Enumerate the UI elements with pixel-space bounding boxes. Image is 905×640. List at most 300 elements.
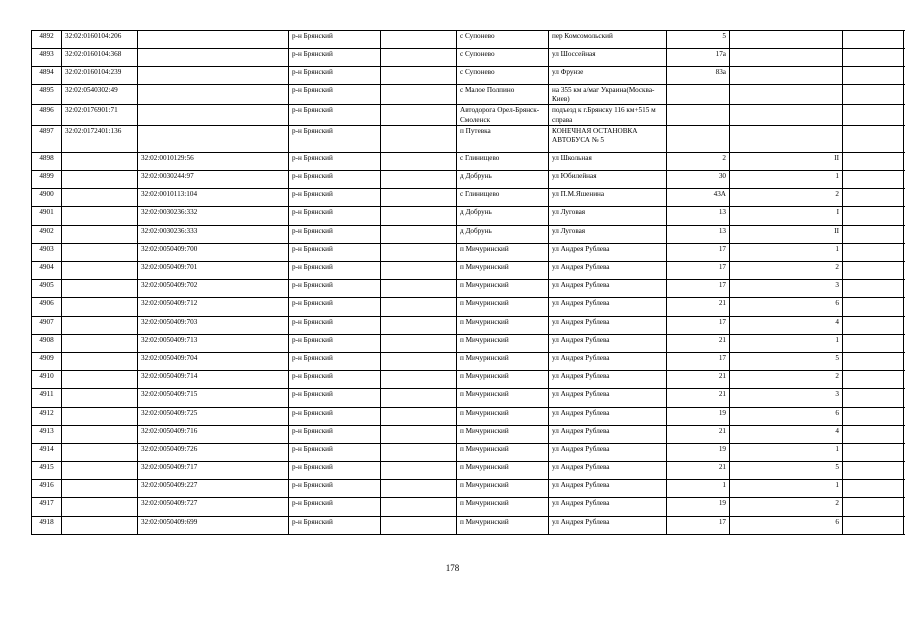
cell-house-number: 19 [667,498,730,516]
cell-street: ул Андрея Рублева [549,262,667,280]
cell-empty [843,371,904,389]
cell-empty [381,225,457,243]
cell-apartment-number: 4 [730,425,843,443]
cell-empty [381,85,457,105]
cell-district: р-н Брянский [289,316,381,334]
cell-record-number: 4902 [32,225,62,243]
cell-empty [381,189,457,207]
cell-settlement: с Глинищево [457,152,549,170]
cell-empty [843,516,904,534]
cell-empty [381,31,457,49]
table-row [32,443,905,461]
cell-record-number: 4918 [32,516,62,534]
cell-house-number: 19 [667,443,730,461]
table-row [32,298,905,316]
cell-street: подъезд к г.Брянску 116 км+515 м справа [549,105,667,125]
cell-house-number: 43А [667,189,730,207]
cell-record-number: 4899 [32,171,62,189]
cell-cadastral-number-object: 32:02:0050409:727 [138,498,289,516]
cell-cadastral-number-object: 32:02:0050409:714 [138,371,289,389]
cell-cadastral-number-object: 32:02:0050409:704 [138,352,289,370]
cell-apartment-number: 1 [730,443,843,461]
cell-apartment-number: II [730,225,843,243]
cell-settlement: п Мичуринский [457,425,549,443]
cell-house-number: 13 [667,207,730,225]
cell-house-number [667,85,730,105]
cell-district: р-н Брянский [289,85,381,105]
cell-cadastral-number-land: 32:02:0540302:49 [62,85,138,105]
cell-apartment-number: 6 [730,407,843,425]
cell-record-number: 4914 [32,443,62,461]
cell-settlement: п Мичуринский [457,407,549,425]
cell-record-number: 4897 [32,125,62,152]
cell-cadastral-number-land [62,262,138,280]
cell-cadastral-number-land [62,425,138,443]
cell-empty [843,152,904,170]
cell-cadastral-number-land [62,443,138,461]
cell-district: р-н Брянский [289,480,381,498]
cell-empty [843,298,904,316]
cell-district: р-н Брянский [289,105,381,125]
cell-house-number: 2 [667,152,730,170]
cell-empty [381,125,457,152]
cell-empty [843,225,904,243]
table-row [32,105,905,125]
cell-empty [843,105,904,125]
cell-settlement: с Глинищево [457,189,549,207]
cell-empty [843,49,904,67]
cell-settlement: п Мичуринский [457,462,549,480]
cell-empty [381,298,457,316]
cell-cadastral-number-land: 32:02:0160104:206 [62,31,138,49]
cell-street: ул Андрея Рублева [549,316,667,334]
cell-empty [843,171,904,189]
cell-cadastral-number-land: 32:02:0160104:239 [62,67,138,85]
cell-street: ул Юбилейная [549,171,667,189]
cell-apartment-number [730,67,843,85]
cell-cadastral-number-land [62,334,138,352]
cell-district: р-н Брянский [289,225,381,243]
cell-cadastral-number-land [62,280,138,298]
cell-house-number: 17 [667,352,730,370]
table-row [32,407,905,425]
cell-house-number: 30 [667,171,730,189]
cell-empty [381,49,457,67]
cell-street: ул Андрея Рублева [549,243,667,261]
cell-empty [843,480,904,498]
table-row [32,152,905,170]
cell-empty [843,189,904,207]
cell-empty [381,389,457,407]
cell-cadastral-number-land [62,298,138,316]
cell-empty [843,462,904,480]
cell-cadastral-number-object: 32:02:0010129:56 [138,152,289,170]
table-body [32,31,905,535]
cell-settlement: д Добрунь [457,225,549,243]
cell-empty [381,67,457,85]
cell-cadastral-number-object: 32:02:0050409:717 [138,462,289,480]
table-row [32,189,905,207]
cell-apartment-number: 2 [730,262,843,280]
cell-cadastral-number-object: 32:02:0030244:97 [138,171,289,189]
cell-empty [843,31,904,49]
cell-street: ул Школьная [549,152,667,170]
table-row [32,352,905,370]
cell-cadastral-number-object [138,31,289,49]
table-row [32,243,905,261]
cell-street: ул Андрея Рублева [549,498,667,516]
cell-empty [381,425,457,443]
cell-record-number: 4904 [32,262,62,280]
cell-record-number: 4906 [32,298,62,316]
cell-settlement: д Добрунь [457,171,549,189]
cell-empty [381,371,457,389]
cell-house-number: 21 [667,334,730,352]
cell-district: р-н Брянский [289,207,381,225]
cell-street: ул Андрея Рублева [549,334,667,352]
table-row [32,498,905,516]
cell-apartment-number: 3 [730,389,843,407]
cell-empty [381,516,457,534]
cell-street: ул Андрея Рублева [549,425,667,443]
cell-cadastral-number-object: 32:02:0010113:104 [138,189,289,207]
cell-empty [381,407,457,425]
cell-empty [843,280,904,298]
cell-empty [843,443,904,461]
table-row [32,280,905,298]
cell-cadastral-number-land [62,207,138,225]
cell-district: р-н Брянский [289,443,381,461]
cell-cadastral-number-land [62,171,138,189]
table-row [32,462,905,480]
cell-district: р-н Брянский [289,298,381,316]
cell-apartment-number: 6 [730,298,843,316]
cell-apartment-number: 1 [730,243,843,261]
cell-house-number: 17а [667,49,730,67]
cell-cadastral-number-land: 32:02:0172401:136 [62,125,138,152]
cell-house-number: 21 [667,462,730,480]
cell-apartment-number: 4 [730,316,843,334]
cell-record-number: 4913 [32,425,62,443]
cell-empty [381,262,457,280]
cell-street: ул Андрея Рублева [549,443,667,461]
cell-district: р-н Брянский [289,462,381,480]
cell-record-number: 4900 [32,189,62,207]
cell-cadastral-number-land [62,225,138,243]
cell-record-number: 4911 [32,389,62,407]
cell-settlement: с Супонево [457,31,549,49]
table-row [32,371,905,389]
cell-house-number: 21 [667,425,730,443]
cell-apartment-number [730,85,843,105]
cell-empty [381,207,457,225]
cell-settlement: п Мичуринский [457,371,549,389]
cell-settlement: п Мичуринский [457,262,549,280]
cell-street: ул Андрея Рублева [549,462,667,480]
cell-district: р-н Брянский [289,389,381,407]
cell-empty [381,498,457,516]
cell-record-number: 4905 [32,280,62,298]
cell-record-number: 4915 [32,462,62,480]
cell-district: р-н Брянский [289,152,381,170]
cell-empty [381,462,457,480]
cell-house-number: 21 [667,389,730,407]
table-row [32,262,905,280]
table-row [32,480,905,498]
cell-district: р-н Брянский [289,243,381,261]
cell-empty [843,207,904,225]
cell-apartment-number: 5 [730,352,843,370]
page-number: 178 [445,563,460,573]
cell-house-number: 17 [667,243,730,261]
cell-empty [381,105,457,125]
cell-street: ул Андрея Рублева [549,280,667,298]
cell-empty [381,280,457,298]
cell-street: ул Андрея Рублева [549,352,667,370]
cell-cadastral-number-object: 32:02:0050409:712 [138,298,289,316]
cell-settlement: п Мичуринский [457,352,549,370]
cell-district: р-н Брянский [289,371,381,389]
cell-empty [843,262,904,280]
cell-record-number: 4908 [32,334,62,352]
cell-settlement: п Мичуринский [457,443,549,461]
cell-district: р-н Брянский [289,189,381,207]
cell-street: ул П.М.Яшенина [549,189,667,207]
cell-street: ул Шоссейная [549,49,667,67]
cell-settlement: п Мичуринский [457,298,549,316]
cell-house-number: 17 [667,262,730,280]
cell-district: р-н Брянский [289,352,381,370]
cell-settlement: п Мичуринский [457,516,549,534]
cell-cadastral-number-land [62,243,138,261]
cell-empty [843,407,904,425]
cell-apartment-number: 2 [730,189,843,207]
cell-house-number: 19 [667,407,730,425]
cell-cadastral-number-object: 32:02:0050409:699 [138,516,289,534]
cell-record-number: 4916 [32,480,62,498]
cell-record-number: 4901 [32,207,62,225]
cell-district: р-н Брянский [289,334,381,352]
cell-empty [843,85,904,105]
cell-record-number: 4907 [32,316,62,334]
cell-street: ул Луговая [549,207,667,225]
cell-cadastral-number-object: 32:02:0050409:700 [138,243,289,261]
cell-apartment-number: 2 [730,498,843,516]
cell-empty [843,334,904,352]
cell-cadastral-number-object [138,85,289,105]
table-row [32,207,905,225]
cell-cadastral-number-object [138,125,289,152]
cell-district: р-н Брянский [289,262,381,280]
cell-district: р-н Брянский [289,407,381,425]
cell-empty [843,352,904,370]
cell-cadastral-number-land [62,352,138,370]
cell-apartment-number: 2 [730,371,843,389]
cell-settlement: с Супонево [457,49,549,67]
cell-house-number: 13 [667,225,730,243]
cell-apartment-number: 1 [730,480,843,498]
cell-street: ул Андрея Рублева [549,371,667,389]
cell-house-number: 83а [667,67,730,85]
cell-cadastral-number-object: 32:02:0050409:713 [138,334,289,352]
cell-apartment-number [730,49,843,67]
cell-cadastral-number-object: 32:02:0050409:703 [138,316,289,334]
cell-district: р-н Брянский [289,31,381,49]
cell-district: р-н Брянский [289,280,381,298]
cell-empty [843,425,904,443]
cell-empty [381,480,457,498]
cell-district: р-н Брянский [289,125,381,152]
cell-empty [381,171,457,189]
cell-cadastral-number-land [62,389,138,407]
cell-record-number: 4893 [32,49,62,67]
cell-cadastral-number-object: 32:02:0030236:332 [138,207,289,225]
cell-empty [381,352,457,370]
cell-record-number: 4903 [32,243,62,261]
cell-cadastral-number-land [62,371,138,389]
cell-cadastral-number-land [62,152,138,170]
cell-cadastral-number-object [138,67,289,85]
cell-cadastral-number-land: 32:02:0160104:368 [62,49,138,67]
cell-empty [843,67,904,85]
cell-cadastral-number-object [138,105,289,125]
cell-record-number: 4909 [32,352,62,370]
table-row [32,316,905,334]
table-row [32,67,905,85]
cell-house-number: 5 [667,31,730,49]
cell-settlement: д Добрунь [457,207,549,225]
table-row [32,125,905,152]
table-row [32,425,905,443]
cell-empty [843,243,904,261]
cell-street: КОНЕЧНАЯ ОСТАНОВКА АВТОБУСА № 5 [549,125,667,152]
cell-cadastral-number-land [62,407,138,425]
cell-settlement: с Супонево [457,67,549,85]
cell-district: р-н Брянский [289,498,381,516]
cell-settlement: п Мичуринский [457,480,549,498]
registry-table [31,30,905,535]
cell-apartment-number [730,105,843,125]
cell-cadastral-number-land: 32:02:0176901:71 [62,105,138,125]
cell-cadastral-number-land [62,189,138,207]
cell-house-number: 17 [667,516,730,534]
cell-street: ул Луговая [549,225,667,243]
cell-cadastral-number-land [62,462,138,480]
cell-apartment-number: II [730,152,843,170]
table-row [32,334,905,352]
cell-record-number: 4917 [32,498,62,516]
cell-empty [381,334,457,352]
cell-empty [381,316,457,334]
cell-street: ул Андрея Рублева [549,516,667,534]
cell-cadastral-number-object: 32:02:0050409:701 [138,262,289,280]
cell-cadastral-number-object: 32:02:0050409:715 [138,389,289,407]
cell-house-number [667,125,730,152]
cell-house-number: 1 [667,480,730,498]
cell-record-number: 4896 [32,105,62,125]
cell-settlement: п Мичуринский [457,243,549,261]
cell-record-number: 4894 [32,67,62,85]
cell-settlement: п Мичуринский [457,280,549,298]
cell-cadastral-number-object: 32:02:0030236:333 [138,225,289,243]
cell-cadastral-number-land [62,498,138,516]
cell-apartment-number: 6 [730,516,843,534]
cell-record-number: 4892 [32,31,62,49]
cell-empty [843,389,904,407]
cell-empty [381,443,457,461]
cell-house-number: 17 [667,316,730,334]
table-row [32,49,905,67]
cell-cadastral-number-object: 32:02:0050409:227 [138,480,289,498]
cell-record-number: 4895 [32,85,62,105]
cell-house-number [667,105,730,125]
table-row [32,85,905,105]
table-row [32,516,905,534]
cell-cadastral-number-land [62,480,138,498]
cell-cadastral-number-land [62,516,138,534]
table-row [32,225,905,243]
cell-empty [843,125,904,152]
cell-cadastral-number-object: 32:02:0050409:726 [138,443,289,461]
cell-empty [843,316,904,334]
cell-district: р-н Брянский [289,425,381,443]
cell-street: пер Комсомольский [549,31,667,49]
cell-district: р-н Брянский [289,171,381,189]
cell-district: р-н Брянский [289,67,381,85]
table-row [32,31,905,49]
cell-apartment-number: 1 [730,334,843,352]
cell-house-number: 21 [667,298,730,316]
table-row [32,389,905,407]
cell-apartment-number: 5 [730,462,843,480]
cell-street: ул Андрея Рублева [549,298,667,316]
cell-settlement: п Мичуринский [457,389,549,407]
cell-district: р-н Брянский [289,516,381,534]
cell-apartment-number: 3 [730,280,843,298]
cell-settlement: Автодорога Орел-Брянск-Смоленск [457,105,549,125]
cell-record-number: 4910 [32,371,62,389]
cell-apartment-number: 1 [730,171,843,189]
cell-settlement: п Мичуринский [457,334,549,352]
cell-apartment-number: I [730,207,843,225]
cell-street: на 355 км а/маг Украина(Москва-Киев) [549,85,667,105]
cell-settlement: с Малое Полпино [457,85,549,105]
cell-cadastral-number-object: 32:02:0050409:725 [138,407,289,425]
cell-house-number: 21 [667,371,730,389]
cell-empty [381,152,457,170]
cell-cadastral-number-object: 32:02:0050409:716 [138,425,289,443]
cell-empty [843,498,904,516]
cell-cadastral-number-object: 32:02:0050409:702 [138,280,289,298]
cell-empty [381,243,457,261]
cell-record-number: 4898 [32,152,62,170]
cell-settlement: п Мичуринский [457,316,549,334]
cell-cadastral-number-land [62,316,138,334]
cell-street: ул Андрея Рублева [549,407,667,425]
cell-apartment-number [730,125,843,152]
table-row [32,171,905,189]
cell-street: ул Фрунзе [549,67,667,85]
cell-street: ул Андрея Рублева [549,389,667,407]
cell-settlement: п Мичуринский [457,498,549,516]
cell-cadastral-number-object [138,49,289,67]
cell-district: р-н Брянский [289,49,381,67]
cell-house-number: 17 [667,280,730,298]
cell-record-number: 4912 [32,407,62,425]
cell-settlement: п Путевка [457,125,549,152]
cell-apartment-number [730,31,843,49]
cell-street: ул Андрея Рублева [549,480,667,498]
